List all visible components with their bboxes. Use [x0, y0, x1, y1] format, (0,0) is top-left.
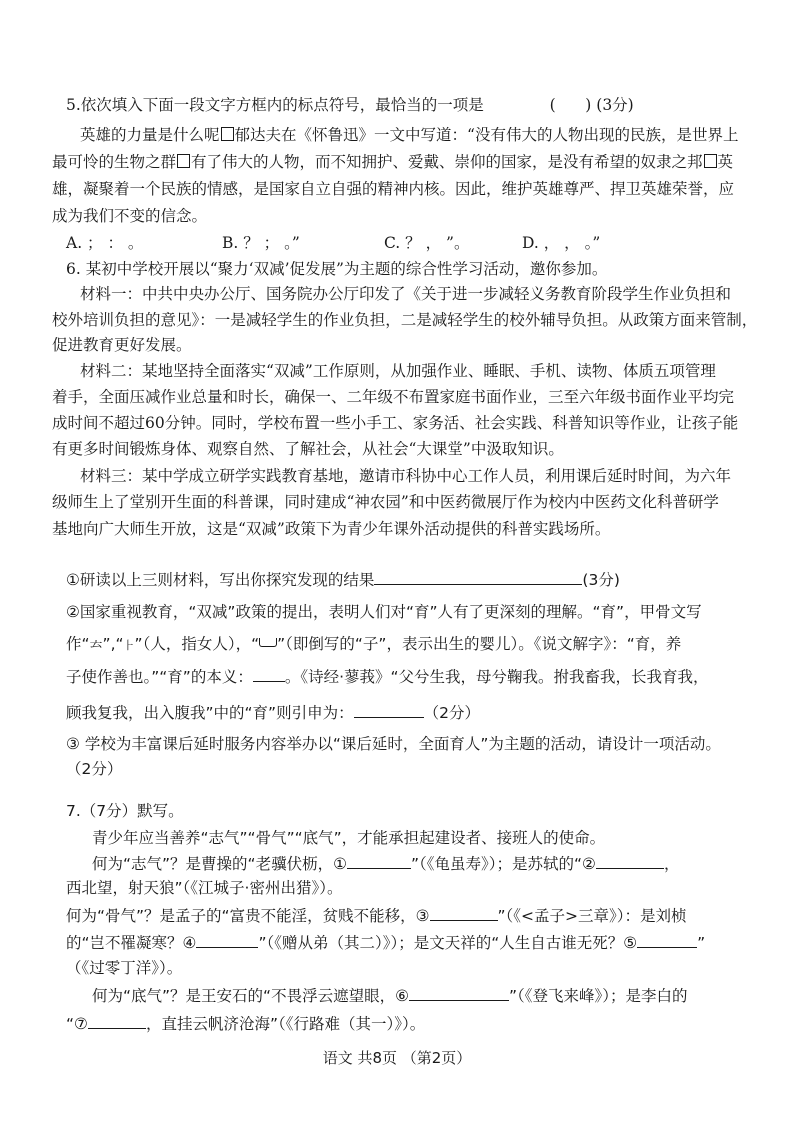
- q5-passage-line: 成为我们不变的信念。: [52, 207, 208, 225]
- q7-text: ”（《赠从弟（其二）》）；是文天祥的“人生自古谁无死？⑤: [258, 934, 638, 952]
- recitation-blank-1[interactable]: [347, 852, 411, 869]
- q6-sub1-text: ①研读以上三则材料，写出你探究发现的结果: [66, 571, 375, 589]
- punctuation-box: [221, 127, 234, 141]
- q5-score: (3分): [596, 96, 634, 114]
- q6-intro: 6. 某初中学校开展以“聚力‘双减’促发展”为主题的综合性学习活动，邀你参加。: [66, 260, 608, 278]
- q7-title: 7.（7分）默写。: [66, 802, 184, 820]
- recitation-blank-3[interactable]: [430, 904, 498, 921]
- answer-blank[interactable]: [354, 701, 424, 718]
- q6-sub1: [66, 568, 620, 591]
- q7-text: 何为“骨气”？是孟子的“富贵不能淫，贫贱不能移，③: [66, 907, 430, 925]
- recitation-blank-4[interactable]: [196, 931, 258, 948]
- q5-stem: [66, 94, 634, 116]
- q6-material-1: 材料一：中共中央办公厅、国务院办公厅印发了《关于进一步减轻义务教育阶段学生作业负担和: [80, 285, 732, 303]
- q5-passage-text: 英雄的力量是什么呢: [80, 126, 220, 144]
- q7-text: 何为“底气”？是王安石的“不畏浮云遮望眼，⑥: [92, 987, 409, 1005]
- q7-line: 西北望，射天狼”（《江城子·密州出猎》）。: [66, 879, 343, 897]
- q5-option-b: B. ？ ； 。”: [222, 234, 300, 252]
- q6-material-3: 材料三：某中学成立研学实践教育基地，邀请市科协中心工作人员，利用课后延时时间，为六年: [80, 467, 732, 485]
- q6-material-3: 级师生上了堂别开生面的科普课，同时建成“神农园”和中医药微展厅作为校内中医药文化科普研学: [52, 493, 719, 511]
- q6-sub2-text: 作“: [66, 635, 90, 653]
- q5-passage-line: [52, 151, 733, 173]
- q6-material-3: 基地向广大师生开放，这是“双减”政策下为青少年课外活动提供的科普实践场所。: [52, 520, 611, 538]
- q5-passage-line: [80, 124, 738, 146]
- q7-line: [92, 984, 688, 1007]
- page-footer: 语文 共8页 （第2页）: [322, 1049, 472, 1067]
- recitation-blank-5[interactable]: [637, 931, 697, 948]
- oracle-bone-glyph: 𠫓: [89, 638, 103, 653]
- q6-material-2: 材料二：某地坚持全面落实“双减”工作原则，从加强作业、睡眠、手机、读物、体质五项管理: [80, 362, 716, 380]
- q6-material-1: 校外培训负担的意见》：一是减轻学生的作业负担，二是减轻学生的校外辅导负担。从政策方面来管制，: [52, 311, 758, 329]
- answer-blank[interactable]: [374, 568, 582, 585]
- q7-text: ”（《<孟子>三章》）：是刘桢: [497, 907, 687, 925]
- q6-sub2-text: 子使作善也。”“育”的本义：: [66, 668, 253, 686]
- q6-sub2-line: [66, 665, 709, 688]
- recitation-blank-6[interactable]: [409, 984, 509, 1001]
- q6-material-2: 着手，全面压减作业总量和时长，确保一、二年级不布置家庭书面作业，三至六年级书面作业平均完: [52, 388, 735, 406]
- q5-passage-text: 郁达夫在《怀鲁迅》一文中写道：“没有伟大的人物出现的民族，是世界上: [234, 126, 739, 144]
- q7-line: 青少年应当善养“志气”“骨气”“底气”，才能承担起建设者、接班人的使命。: [92, 829, 606, 847]
- q6-sub2-line: [66, 633, 681, 657]
- q5-passage-text: 有了伟大的人物，而不知拥护、爱戴、崇仰的国家，是没有希望的奴隶之邦: [191, 153, 703, 171]
- q5-option-c: C. ？ ， ”。: [384, 234, 470, 252]
- q6-sub1-score: (3分): [582, 571, 620, 589]
- q6-sub2-text: ”,“: [102, 635, 124, 653]
- q5-stem-text: 5.依次填入下面一段文字方框内的标点符号，最恰当的一项是: [66, 96, 484, 114]
- q7-line: [92, 852, 679, 875]
- q7-text: ”（《龟虽寿》）；是苏轼的“②: [411, 855, 596, 873]
- q6-sub3-score: （2分）: [66, 760, 123, 778]
- q6-material-2: 成时间不超过60分钟。同时，学校布置一些小手工、家务活、社会实践、科普知识等作业，让孩子能: [52, 414, 739, 432]
- q6-sub3-line: ③ 学校为丰富课后延时服务内容举办以“课后延时，全面育人”为主题的活动，请设计一项活动。: [66, 735, 721, 753]
- recitation-blank-7[interactable]: [88, 1012, 146, 1029]
- q7-text: 的“岂不罹凝寒？④: [66, 934, 197, 952]
- q6-material-2: 有更多时间锻炼身体、观察自然、了解社会，从社会“大课堂”中汲取知识。: [52, 440, 564, 458]
- recitation-blank-2[interactable]: [596, 852, 664, 869]
- punctuation-box: [704, 154, 717, 168]
- q6-sub2-line: [66, 701, 480, 724]
- q7-line: [66, 1012, 425, 1035]
- q7-line: [66, 904, 687, 927]
- inverted-child-glyph: [259, 638, 277, 647]
- q5-option-d: D. ， ， 。”: [522, 234, 601, 252]
- q5-option-a: A. ； ： 。: [66, 234, 144, 252]
- oracle-bone-glyph: ⺊: [123, 639, 135, 652]
- q5-passage-text: 英: [717, 153, 734, 171]
- q7-line: （《过零丁洋》）。: [66, 959, 183, 977]
- q6-sub2-text: 顾我复我，出入腹我”中的“育”则引申为：: [66, 704, 354, 722]
- q5-passage-text: 最可怜的生物之群: [52, 153, 177, 171]
- q7-text: ”: [697, 934, 706, 952]
- q7-text: “⑦: [66, 1015, 88, 1033]
- q6-sub2-text: ”（即倒写的“子”，表示出生的婴儿）。《说文解字》：“育，养: [277, 635, 682, 653]
- q7-text: 何为“志气”？是曹操的“老骥伏枥，①: [92, 855, 347, 873]
- q7-line: [66, 931, 705, 954]
- q6-sub2-line: ②国家重视教育，“双减”政策的提出，表明人们对“育”人有了更深刻的理解。“育”，甲骨文写: [66, 603, 702, 621]
- answer-blank[interactable]: [253, 665, 285, 682]
- q6-sub2-text: ”（人，指女人），“: [134, 635, 260, 653]
- punctuation-box: [177, 154, 190, 168]
- q7-text: ，直挂云帆济沧海”（《行路难（其一）》）。: [145, 1015, 426, 1033]
- q6-material-1: 促进教育更好发展。: [52, 336, 192, 354]
- q5-passage-line: 雄，凝聚着一个民族的情感，是国家自立自强的精神内核。因此，维护英雄尊严、捍卫英雄荣誉，应: [52, 180, 735, 198]
- q7-text: ”（《登飞来峰》）；是李白的: [509, 987, 688, 1005]
- q7-text: ，: [663, 855, 680, 873]
- q6-sub2-text: 。《诗经·蓼莪》“父兮生我，母兮鞠我。拊我畜我，长我育我，: [284, 668, 709, 686]
- q5-answer-paren: ( ): [549, 96, 592, 114]
- q6-sub2-text: （2分）: [423, 704, 480, 722]
